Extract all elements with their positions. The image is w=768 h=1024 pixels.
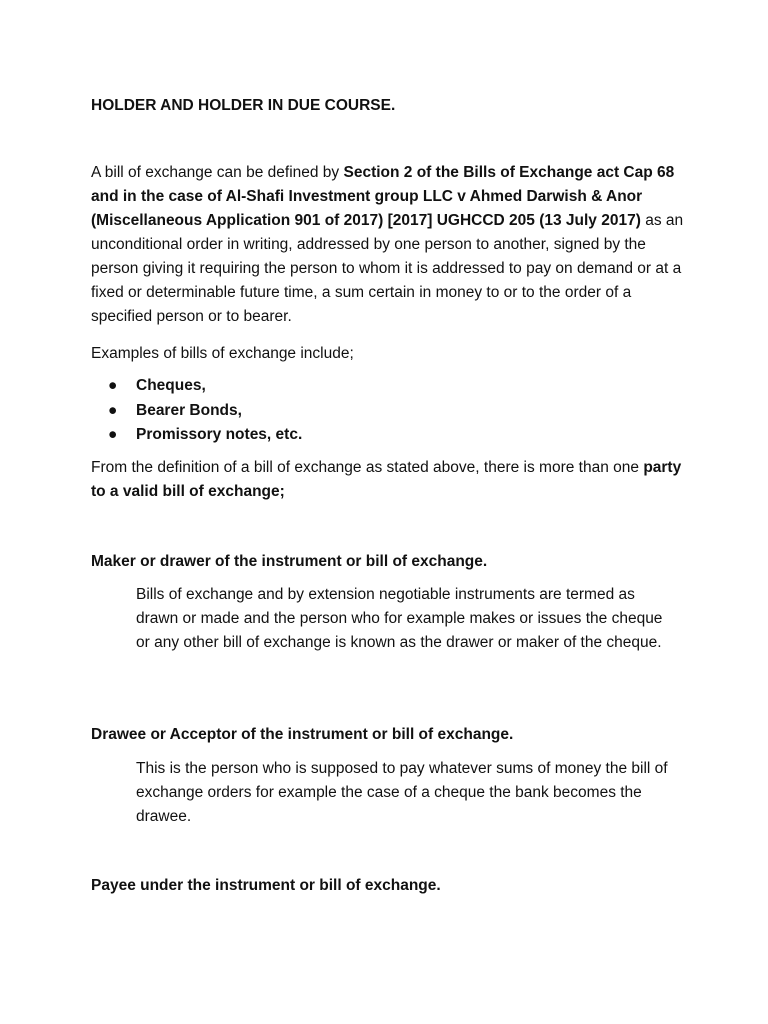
maker-section-heading: Maker or drawer of the instrument or bill of exchange. bbox=[91, 553, 488, 570]
parties-text-bold: party to a valid bill of exchange; bbox=[91, 459, 682, 500]
list-item-label: Bearer Bonds, bbox=[136, 401, 242, 419]
parties-paragraph bbox=[91, 456, 691, 504]
examples-intro: Examples of bills of exchange include; bbox=[91, 345, 354, 362]
drawee-section-body: This is the person who is supposed to pay whatever sums of money the bill of exchange orders for example the case of a cheque the bank becomes the drawee. bbox=[136, 760, 668, 825]
drawee-section-heading: Drawee or Acceptor of the instrument or bill of exchange. bbox=[91, 726, 514, 743]
list-item-label: Cheques, bbox=[136, 377, 206, 394]
intro-text-start: A bill of exchange can be defined by bbox=[91, 164, 344, 181]
list-item-label: Promissory notes, etc. bbox=[136, 426, 303, 443]
intro-text-end: as an unconditional order in writing, addressed by one person to another, signed by the person giving it requiring the person to whom it is addressed to pay on demand or at a fixed or determinable future time, a sum certain in money to or to the order of a specified person or to bearer. bbox=[91, 212, 684, 325]
bullet-icon: ● bbox=[108, 401, 118, 419]
intro-paragraph bbox=[91, 161, 691, 329]
document-title: HOLDER AND HOLDER IN DUE COURSE. bbox=[91, 97, 396, 114]
list-item bbox=[108, 399, 302, 424]
parties-text: From the definition of a bill of exchange as stated above, there is more than one bbox=[91, 459, 644, 476]
list-item bbox=[108, 374, 302, 399]
bullet-icon: ● bbox=[108, 426, 118, 443]
payee-section-heading: Payee under the instrument or bill of exchange. bbox=[91, 877, 441, 894]
list-item bbox=[108, 423, 302, 448]
bullet-icon: ● bbox=[108, 377, 118, 394]
examples-list bbox=[108, 374, 302, 448]
intro-citation: Section 2 of the Bills of Exchange act Cap 68 and in the case of Al-Shafi Investment group LLC v Ahmed Darwish & Anor (Miscellaneous Application 901 of 2017) [2017] UGHCCD 205 (13 July 2017) bbox=[91, 164, 675, 229]
maker-section-body: Bills of exchange and by extension negotiable instruments are termed as drawn or made and the person who for example makes or issues the cheque or any other bill of exchange is known as the drawer or maker of the cheque. bbox=[136, 586, 663, 651]
